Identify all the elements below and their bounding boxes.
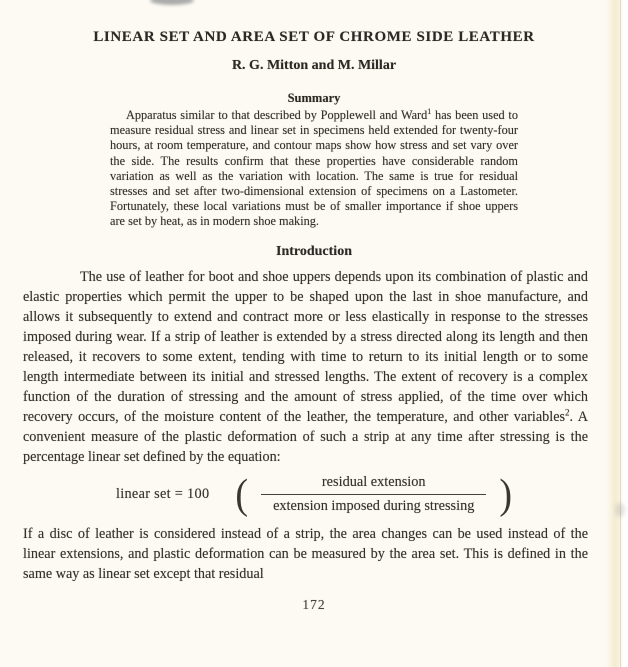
body-paragraph-2-text: If a disc of leather is considered instead of a strip, the area changes can be used instead of the linear extensions, and plastic deformation can be measured by the area set. This is defined in the same way as linear set except that residual bbox=[23, 525, 588, 582]
linear-set-equation bbox=[0, 473, 628, 517]
authors-line: R. G. Mitton and M. Millar bbox=[231, 58, 397, 73]
page-number: 172 bbox=[302, 596, 326, 612]
summary-heading: Summary bbox=[287, 91, 341, 105]
equation-lhs: linear set = 100 bbox=[115, 486, 210, 503]
right-paren: ) bbox=[499, 471, 513, 518]
fraction-denominator: extension imposed during stressing bbox=[261, 494, 486, 515]
reference-marker-1: 1 bbox=[427, 106, 432, 116]
intro-text-before-ref: The use of leather for boot and shoe uppers depends upon its combination of plastic and elastic properties which permit the upper to be shaped upon the last in shoe manufacture, and allows it subsequently to extend and contract more or less elastically in response to the stresses imposed during wear. If a strip of leather is extended by a stress directed along its length and then released, it recovers to some extent, tending with time to return to its initial length or to some length intermediate between its initial and stressed lengths. The extent of recovery is a complex function of the duration of stressing and the amount of stress applied, of the time over which recovery occurs, of the moisture content of the leather, the temperature, and other variables bbox=[23, 268, 588, 426]
summary-paragraph bbox=[110, 108, 518, 230]
body-paragraph-2 bbox=[23, 524, 588, 584]
reference-marker-2: 2 bbox=[565, 407, 570, 418]
equation-fraction bbox=[261, 474, 486, 515]
fraction-numerator: residual extension bbox=[321, 474, 426, 491]
summary-text-before-ref: Apparatus similar to that described by Popplewell and Ward bbox=[126, 108, 428, 122]
left-paren: ( bbox=[235, 471, 249, 518]
intro-paragraph bbox=[23, 267, 588, 468]
summary-text-after-ref: has been used to measure residual stress and linear set in specimens held extended for twenty-four hours, at room temperature, and contour maps show how stress and set vary over the side. The results confirm that these properties have considerable random variation as well as the variation with location. The same is true for residual stresses and set after two-dimensional extension of specimens on a Lastometer. Fortunately, these local variations must be of smaller importance if shoe uppers are set by heat, as in modern shoe making. bbox=[110, 108, 519, 229]
introduction-heading: Introduction bbox=[276, 243, 352, 259]
intro-text-after-ref: . A convenient measure of the plastic deformation of such a strip at any time after stressing is the percentage linear set defined by the equation: bbox=[23, 409, 588, 466]
paper-title: LINEAR SET AND AREA SET OF CHROME SIDE LEATHER bbox=[93, 29, 535, 45]
